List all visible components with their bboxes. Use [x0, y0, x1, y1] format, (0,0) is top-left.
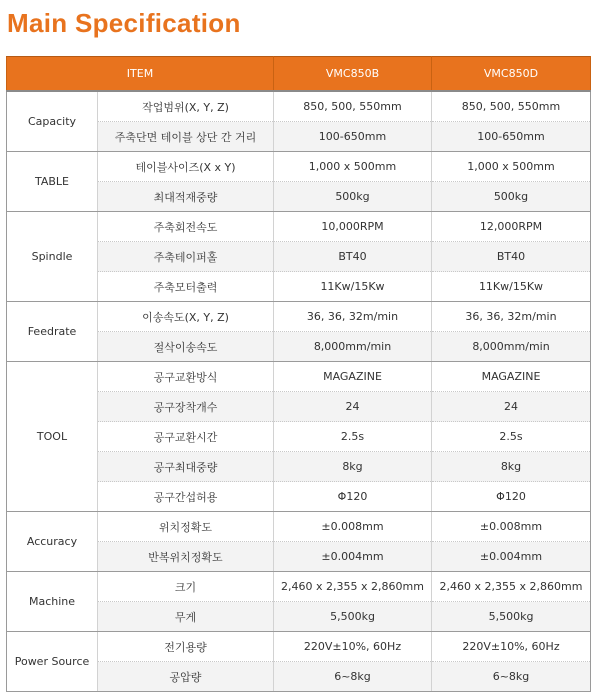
spec-value-model-a: 2.5s — [274, 422, 432, 452]
page-title: Main Specification — [7, 8, 241, 38]
spec-value-model-a: 8,000mm/min — [274, 332, 432, 362]
spec-item-label: 공구간섭허용 — [98, 482, 274, 512]
spec-value-model-a: 6~8kg — [274, 662, 432, 692]
spec-item-label: 공구최대중량 — [98, 452, 274, 482]
group-label: Spindle — [7, 212, 98, 302]
spec-value-model-b: 1,000 x 500mm — [432, 152, 591, 182]
table-row — [7, 91, 591, 122]
spec-value-model-b: 6~8kg — [432, 662, 591, 692]
spec-item-label: 공압량 — [98, 662, 274, 692]
spec-table — [6, 56, 591, 692]
spec-item-label: 크기 — [98, 572, 274, 602]
spec-value-model-a: 36, 36, 32m/min — [274, 302, 432, 332]
spec-value-model-b: 12,000RPM — [432, 212, 591, 242]
spec-value-model-a: 220V±10%, 60Hz — [274, 632, 432, 662]
group-label: Accuracy — [7, 512, 98, 572]
spec-item-label: 주축테이퍼홀 — [98, 242, 274, 272]
spec-value-model-b: ±0.004mm — [432, 542, 591, 572]
spec-item-label: 절삭이송속도 — [98, 332, 274, 362]
spec-item-label: 최대적재중량 — [98, 182, 274, 212]
spec-value-model-b: 850, 500, 550mm — [432, 91, 591, 122]
group-label: TOOL — [7, 362, 98, 512]
spec-value-model-b: 100-650mm — [432, 122, 591, 152]
spec-item-label: 반복위치정확도 — [98, 542, 274, 572]
spec-value-model-a: 11Kw/15Kw — [274, 272, 432, 302]
spec-value-model-a: ±0.008mm — [274, 512, 432, 542]
spec-value-model-b: 2.5s — [432, 422, 591, 452]
group-label: Feedrate — [7, 302, 98, 362]
spec-item-label: 공구교환시간 — [98, 422, 274, 452]
spec-value-model-a: Φ120 — [274, 482, 432, 512]
spec-value-model-b: ±0.008mm — [432, 512, 591, 542]
spec-value-model-a: BT40 — [274, 242, 432, 272]
spec-value-model-b: 2,460 x 2,355 x 2,860mm — [432, 572, 591, 602]
table-row — [7, 632, 591, 662]
group-label: Machine — [7, 572, 98, 632]
header-model-a: VMC850B — [274, 57, 432, 92]
spec-item-label: 공구장착개수 — [98, 392, 274, 422]
spec-value-model-b: 8kg — [432, 452, 591, 482]
table-row — [7, 362, 591, 392]
spec-value-model-a: 1,000 x 500mm — [274, 152, 432, 182]
spec-value-model-a: ±0.004mm — [274, 542, 432, 572]
spec-item-label: 이송속도(X, Y, Z) — [98, 302, 274, 332]
spec-value-model-a: 10,000RPM — [274, 212, 432, 242]
spec-value-model-b: MAGAZINE — [432, 362, 591, 392]
spec-value-model-b: 5,500kg — [432, 602, 591, 632]
spec-item-label: 무게 — [98, 602, 274, 632]
group-label: Capacity — [7, 91, 98, 152]
spec-value-model-b: 8,000mm/min — [432, 332, 591, 362]
header-row — [7, 57, 591, 92]
group-label: Power Source — [7, 632, 98, 692]
spec-value-model-a: 8kg — [274, 452, 432, 482]
spec-value-model-a: 24 — [274, 392, 432, 422]
spec-value-model-b: 500kg — [432, 182, 591, 212]
spec-value-model-b: BT40 — [432, 242, 591, 272]
spec-item-label: 전기용량 — [98, 632, 274, 662]
table-row — [7, 302, 591, 332]
spec-item-label: 작업범위(X, Y, Z) — [98, 91, 274, 122]
spec-item-label: 주축단면 테이블 상단 간 거리 — [98, 122, 274, 152]
spec-value-model-b: 24 — [432, 392, 591, 422]
spec-value-model-b: Φ120 — [432, 482, 591, 512]
spec-table-body — [7, 91, 591, 692]
header-model-b: VMC850D — [432, 57, 591, 92]
spec-value-model-b: 36, 36, 32m/min — [432, 302, 591, 332]
spec-item-label: 테이블사이즈(X x Y) — [98, 152, 274, 182]
table-row — [7, 572, 591, 602]
spec-value-model-a: 2,460 x 2,355 x 2,860mm — [274, 572, 432, 602]
spec-value-model-a: 500kg — [274, 182, 432, 212]
table-row — [7, 512, 591, 542]
header-item: ITEM — [7, 57, 274, 92]
spec-item-label: 공구교환방식 — [98, 362, 274, 392]
spec-table-header — [7, 57, 591, 92]
table-row — [7, 152, 591, 182]
spec-item-label: 주축모터출력 — [98, 272, 274, 302]
spec-value-model-a: 100-650mm — [274, 122, 432, 152]
spec-item-label: 위치정확도 — [98, 512, 274, 542]
spec-value-model-b: 11Kw/15Kw — [432, 272, 591, 302]
spec-value-model-a: MAGAZINE — [274, 362, 432, 392]
spec-item-label: 주축회전속도 — [98, 212, 274, 242]
table-row — [7, 212, 591, 242]
spec-value-model-b: 220V±10%, 60Hz — [432, 632, 591, 662]
spec-value-model-a: 850, 500, 550mm — [274, 91, 432, 122]
spec-value-model-a: 5,500kg — [274, 602, 432, 632]
group-label: TABLE — [7, 152, 98, 212]
